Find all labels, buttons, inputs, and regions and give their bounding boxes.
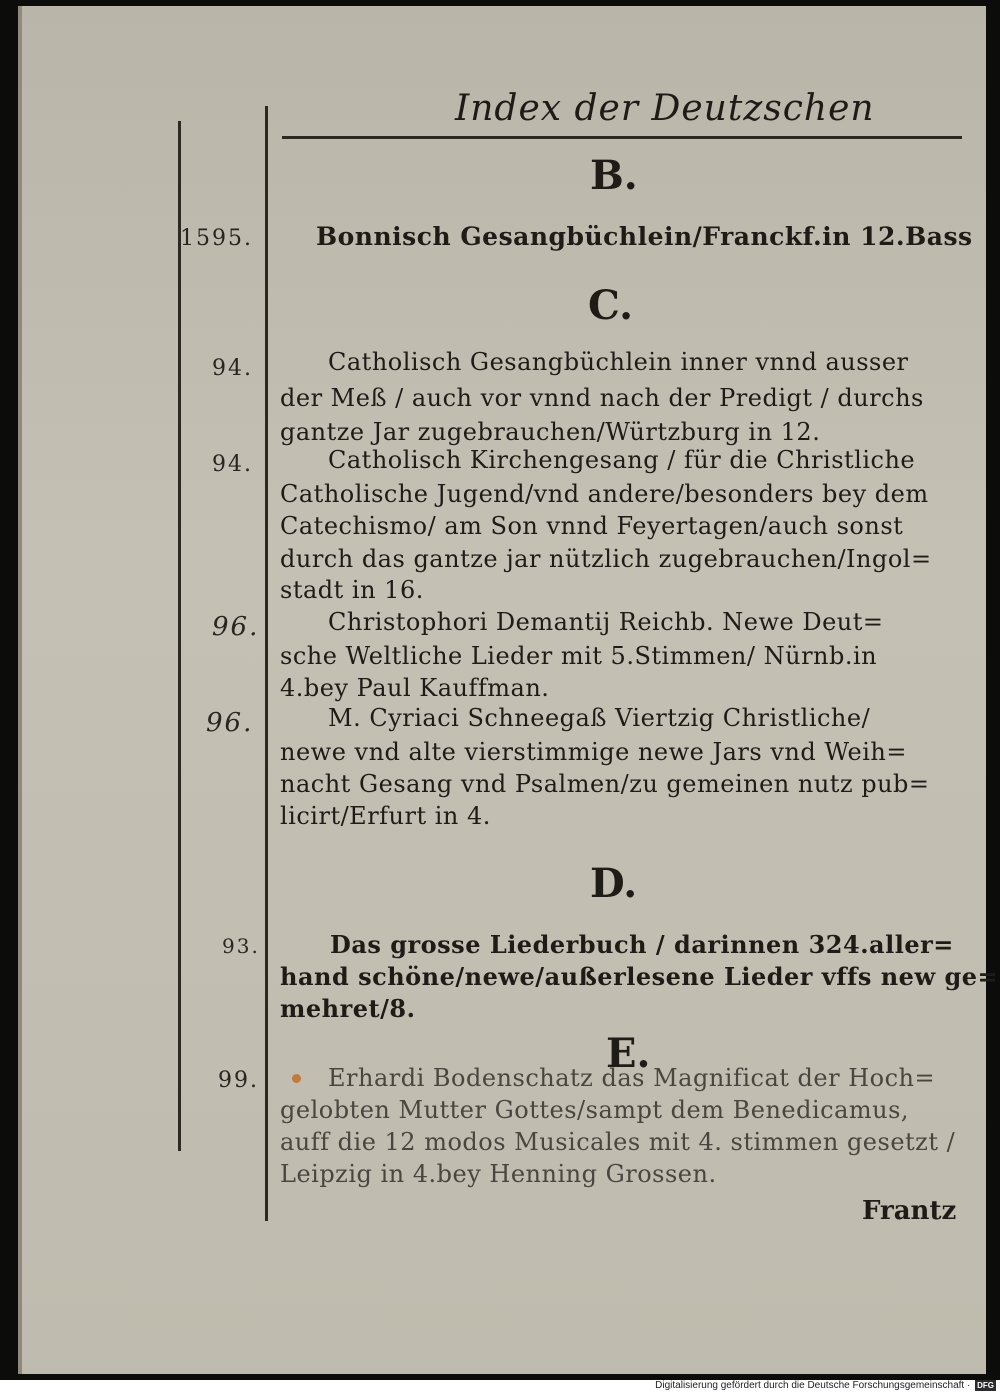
entry-year: 96. (206, 708, 254, 738)
digitization-credit (655, 1380, 996, 1391)
running-head: Index der Deutzschen (455, 88, 875, 129)
entry-line: auff die 12 modos Musicales mit 4. stimmen gesetzt / (280, 1128, 956, 1156)
entry-year: 94. (212, 356, 253, 381)
entry-line: gantze Jar zugebrauchen/Würtzburg in 12. (280, 418, 821, 446)
entry-year: 1595. (180, 226, 253, 251)
entry-line: 4.bey Paul Kauffman. (280, 674, 550, 702)
entry-line: Catholische Jugend/vnd andere/besonders bey dem (280, 480, 929, 508)
entry-line: Leipzig in 4.bey Henning Grossen. (280, 1160, 717, 1188)
entry-year: 94. (212, 452, 253, 477)
entry-line: Christophori Demantij Reichb. Newe Deut= (328, 608, 884, 636)
entry-line: gelobten Mutter Gottes/sampt dem Benedicamus, (280, 1096, 910, 1124)
entry-line: newe vnd alte vierstimmige newe Jars vnd Weih= (280, 738, 907, 766)
section-letter-d: D. (590, 860, 638, 907)
inner-margin-rule (265, 106, 268, 1221)
entry-line: Catholisch Kirchengesang / für die Christliche (328, 446, 916, 474)
entry-line: stadt in 16. (280, 576, 424, 604)
entry-year: 93. (222, 934, 260, 958)
entry-line: durch das gantze jar nützlich zugebrauchen/Ingol= (280, 545, 932, 573)
section-letter-b: B. (590, 152, 638, 199)
entry-line: Das grosse Liederbuch / darinnen 324.aller= (330, 930, 954, 959)
entry-line: Catechismo/ am Son vnnd Feyertagen/auch sonst (280, 512, 904, 540)
left-margin-rule (178, 121, 181, 1151)
entry-line: der Meß / auch vor vnnd nach der Predigt / durchs (280, 384, 924, 412)
credit-text: Digitalisierung gefördert durch die Deutsche Forschungsgemeinschaft · (655, 1380, 971, 1391)
catchword: Frantz (862, 1196, 957, 1226)
entry-year: 96. (212, 612, 260, 642)
entry-line: hand schöne/newe/außerlesene Lieder vffs new ge= (280, 962, 999, 991)
section-letter-e: E. (606, 1030, 651, 1077)
entry-line: sche Weltliche Lieder mit 5.Stimmen/ Nürnb.in (280, 642, 878, 670)
entry-year: 99. (218, 1068, 259, 1093)
entry-line: M. Cyriaci Schneegaß Viertzig Christliche/ (328, 704, 871, 732)
head-rule (282, 136, 962, 139)
entry-line: nacht Gesang vnd Psalmen/zu gemeinen nutz pub= (280, 770, 930, 798)
dfg-logo: DFG (977, 1381, 994, 1390)
entry-line: Catholisch Gesangbüchlein inner vnnd ausser (328, 348, 909, 376)
section-letter-c: C. (588, 282, 634, 329)
entry-line: licirt/Erfurt in 4. (280, 802, 491, 830)
entry-line: Erhardi Bodenschatz das Magnificat der Hoch= (328, 1064, 936, 1092)
ink-spot (292, 1074, 301, 1083)
entry-line: Bonnisch Gesangbüchlein/Franckf.in 12.Bass (316, 222, 973, 251)
entry-line: mehret/8. (280, 994, 416, 1023)
